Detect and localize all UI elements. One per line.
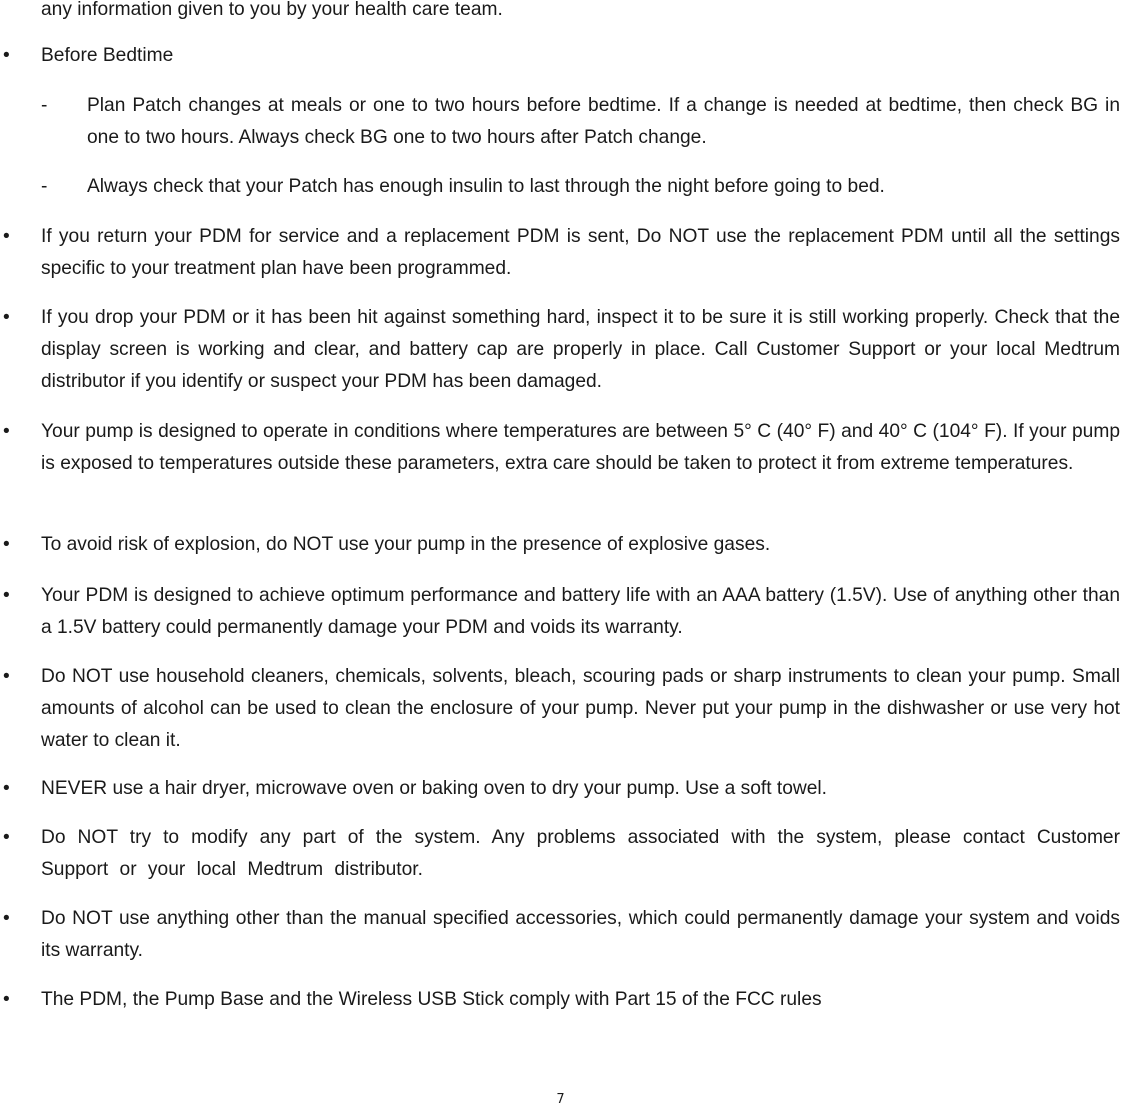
bullet-icon: •: [3, 421, 10, 442]
sub-item-plan-patch: Plan Patch changes at meals or one to two hours before bedtime. If a change is needed at bedtime, then check BG in one to two hours. Always check BG one to two hours after Patch change.: [87, 95, 1120, 148]
bullet-icon: •: [3, 827, 10, 848]
bullet-icon: •: [3, 226, 10, 247]
bullet-icon: •: [3, 989, 10, 1010]
bullet-icon: •: [3, 666, 10, 687]
list-item-battery: Your PDM is designed to achieve optimum performance and battery life with an AAA battery (1.5V). Use of anything other than a 1.5V battery could permanently damage your PDM and voids its warranty.: [41, 585, 1120, 638]
page-number: 7: [556, 1092, 565, 1107]
bullet-icon: •: [3, 585, 10, 606]
list-item-temperature: Your pump is designed to operate in conditions where temperatures are between 5° C (40° F) and 40° C (104° F). If your pump is exposed to temperatures outside these parameters, extra care should be taken to protect it from extreme temperatures.: [41, 421, 1120, 474]
sub-item-check-insulin: Always check that your Patch has enough insulin to last through the night before going to bed.: [87, 176, 885, 197]
dash-icon: -: [41, 95, 48, 116]
list-item-modify: Do NOT try to modify any part of the system. Any problems associated with the system, please contact Customer Support or your local Medtrum distributor.: [41, 827, 1120, 880]
intro-text: any information given to you by your health care team.: [41, 0, 503, 20]
bullet-icon: •: [3, 307, 10, 328]
dash-icon: -: [41, 176, 48, 197]
list-item-explosion: To avoid risk of explosion, do NOT use your pump in the presence of explosive gases.: [41, 534, 771, 555]
list-item-fcc: The PDM, the Pump Base and the Wireless USB Stick comply with Part 15 of the FCC rules: [41, 989, 822, 1010]
list-item-accessories: Do NOT use anything other than the manual specified accessories, which could permanently damage your system and voids its warranty.: [41, 908, 1120, 961]
bullet-icon: •: [3, 908, 10, 929]
list-item-replacement-pdm: If you return your PDM for service and a replacement PDM is sent, Do NOT use the replacement PDM until all the settings specific to your treatment plan have been programmed.: [41, 226, 1120, 279]
bullet-icon: •: [3, 778, 10, 799]
list-item-drying: NEVER use a hair dryer, microwave oven or baking oven to dry your pump. Use a soft towel.: [41, 778, 827, 799]
list-item-before-bedtime: Before Bedtime: [41, 45, 174, 66]
list-item-cleaning: Do NOT use household cleaners, chemicals, solvents, bleach, scouring pads or sharp instruments to clean your pump. Small amounts of alcohol can be used to clean the enclosure of your pump. Never put your pump in the dishwasher or use very hot water to clean it.: [41, 666, 1120, 751]
bullet-icon: •: [3, 45, 10, 66]
list-item-drop-pdm: If you drop your PDM or it has been hit against something hard, inspect it to be sure it is still working properly. Check that the display screen is working and clear, and battery cap are properly in place. Call Customer Support or your local Medtrum distributor if you identify or suspect your PDM has been damaged.: [41, 307, 1120, 392]
bullet-icon: •: [3, 534, 10, 555]
